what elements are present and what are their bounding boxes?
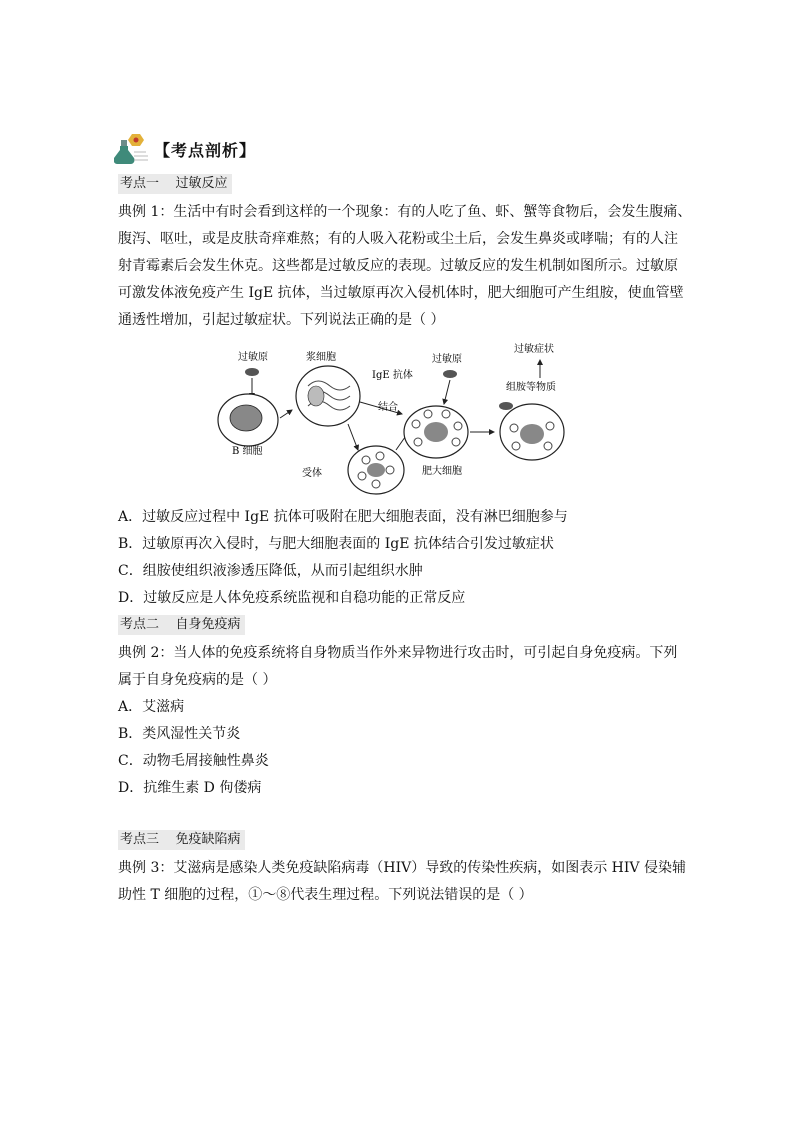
- label-ige: IgE 抗体: [372, 370, 413, 381]
- allergen-shape: [245, 368, 259, 376]
- question-line: 典例 1：生活中有时会看到这样的一个现象：有的人吃了鱼、虾、蟹等食物后，会发生腹痛、: [118, 204, 692, 220]
- question-line: 典例 2：当人体的免疫系统将自身物质当作外来异物进行攻击时，可引起自身免疫病。下列: [118, 645, 678, 661]
- label-mast-cell: 肥大细胞: [422, 466, 462, 477]
- question-line: 属于自身免疫病的是（ ）: [118, 672, 277, 688]
- option-c: C．动物毛屑接触性鼻炎: [118, 753, 269, 769]
- topic-tag: 考点二 自身免疫病: [118, 615, 245, 635]
- label-symptom: 过敏症状: [514, 344, 554, 355]
- option-b: B．类风湿性关节炎: [118, 726, 241, 742]
- label-allergen: 过敏原: [238, 352, 268, 363]
- label-histamine: 组胺等物质: [506, 382, 556, 393]
- option-c: C．组胺使组织液渗透压降低，从而引起组织水肿: [118, 563, 423, 579]
- allergen-shape: [443, 370, 457, 378]
- question-line: 典例 3：艾滋病是感染人类免疫缺陷病毒（HIV）导致的传染性疾病，如图表示 HIV 侵染辅: [118, 860, 686, 876]
- option-d: D．过敏反应是人体免疫系统监视和自稳功能的正常反应: [118, 590, 466, 606]
- question-line: 通透性增加，引起过敏症状。下列说法正确的是（ ）: [118, 312, 445, 328]
- plasma-cell-shape: [296, 366, 360, 426]
- option-b: B．过敏原再次入侵时，与肥大细胞表面的 IgE 抗体结合引发过敏症状: [118, 536, 554, 552]
- question-line: 助性 T 细胞的过程，①～⑧代表生理过程。下列说法错误的是（ ）: [118, 887, 533, 903]
- section-header: [114, 132, 256, 166]
- section-title: 【考点剖析】: [154, 140, 257, 160]
- option-a: A．过敏反应过程中 IgE 抗体可吸附在肥大细胞表面，没有淋巴细胞参与: [118, 509, 568, 525]
- allergy-mechanism-diagram: [210, 338, 590, 504]
- topic-tag: 考点一 过敏反应: [118, 174, 232, 194]
- option-a: A．艾滋病: [118, 699, 185, 715]
- label-plasma-cell: 浆细胞: [306, 352, 336, 363]
- flask-logo-icon: [114, 132, 158, 166]
- label-allergen-second: 过敏原: [432, 354, 462, 365]
- question-line: 可激发体液免疫产生 IgE 抗体，当过敏原再次入侵机体时，肥大细胞可产生组胺，使血管壁: [118, 285, 684, 301]
- topic-tag: 考点三 免疫缺陷病: [118, 830, 245, 850]
- label-b-cell: B 细胞: [232, 446, 263, 457]
- label-receptor: 受体: [302, 468, 322, 479]
- question-line: 腹泻、呕吐，或是皮肤奇痒难熬；有的人吸入花粉或尘土后，会发生鼻炎或哮喘；有的人注: [118, 231, 678, 247]
- label-bind: 结合: [378, 402, 398, 413]
- option-d: D．抗维生素 D 佝偻病: [118, 780, 262, 796]
- question-line: 射青霉素后会发生休克。这些都是过敏反应的表现。过敏反应的发生机制如图所示。过敏原: [118, 258, 678, 274]
